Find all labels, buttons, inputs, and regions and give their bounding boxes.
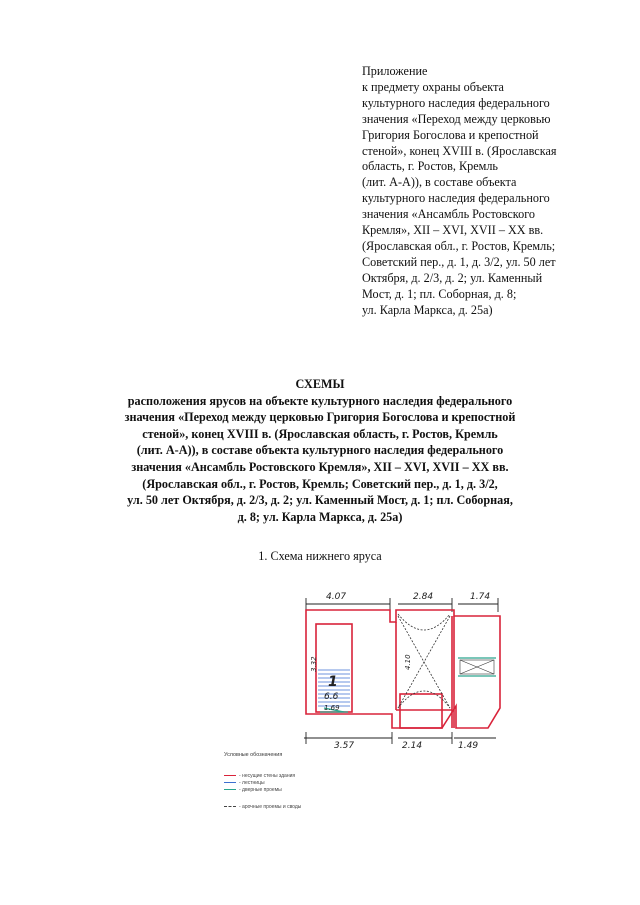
door-detail [460, 660, 494, 674]
title-heading: СХЕМЫ [295, 377, 345, 391]
stair-low: 1.69 [324, 704, 340, 712]
dimension-lines [304, 598, 498, 744]
legend-label: - несущие стены здания [239, 772, 296, 779]
title-line: ул. 50 лет Октября, д. 2/3, д. 2; ул. Каменный Мост, д. 1; пл. Соборная, [127, 493, 513, 508]
scheme-caption: 1. Схема нижнего яруса [258, 549, 382, 563]
annex-line: Октября, д. 2/3, д. 2; ул. Каменный [362, 270, 543, 285]
title-line: стеной», конец XVIII в. (Ярославская область, г. Ростов, Кремль [142, 426, 498, 441]
floor-plan [296, 586, 521, 751]
title-line: (Ярославская обл., г. Ростов, Кремль; Советский пер., д. 1, д. 3/2, [142, 476, 498, 491]
legend-swatch-walls [224, 775, 236, 776]
annex-line: Кремля», XII – XVI, XVII – XX вв. [362, 223, 544, 238]
annex-line: (лит. А-А)), в составе объекта [362, 175, 517, 190]
stair-sub: 6.6 [324, 692, 339, 702]
legend-item [224, 786, 354, 793]
title-line: значения «Ансамбль Ростовского Кремля», XII – XVI, XVII – XX вв. [131, 459, 509, 474]
title-line: д. 8; ул. Карла Маркса, д. 25а) [237, 509, 403, 524]
title-line: (лит. А-А)), в составе объекта культурного наследия федерального [136, 443, 504, 458]
annex-line: область, г. Ростов, Кремль [362, 159, 498, 174]
annex-line: Советский пер., д. 1, д. 3/2, ул. 50 лет [362, 254, 556, 269]
annex-line: культурного наследия федерального [362, 95, 550, 110]
dim-top-right: 1.74 [470, 592, 491, 602]
legend-label: - дверные проемы [239, 786, 282, 793]
legend-label: - лестницы [239, 779, 265, 786]
dim-vert-left: 3.32 [310, 656, 318, 672]
dim-top-mid: 2.84 [413, 592, 434, 602]
annex-line: Григория Богослова и крепостной [362, 127, 539, 142]
annex-line: Мост, д. 1; пл. Соборная, д. 8; [362, 286, 517, 301]
dim-bottom-mid: 2.14 [402, 741, 423, 751]
legend-title: Условные обозначения [224, 752, 283, 758]
legend-swatch-doors [224, 789, 236, 790]
title-line: расположения ярусов на объекте культурного наследия федерального [127, 393, 513, 408]
annex-line: ул. Карла Маркса, д. 25а) [362, 302, 493, 317]
legend-swatch-arches [224, 806, 236, 807]
annex-line: культурного наследия федерального [362, 191, 550, 206]
annex-block [362, 64, 622, 319]
dim-bottom-right: 1.49 [458, 741, 479, 751]
dim-vert-mid: 4.10 [404, 654, 412, 670]
dim-bottom-left: 3.57 [334, 741, 355, 751]
legend [224, 752, 354, 810]
annex-line: (Ярославская обл., г. Ростов, Кремль; [362, 238, 556, 253]
legend-item [224, 803, 354, 810]
annex-line: к предмету охраны объекта [362, 79, 504, 94]
title-line: значения «Переход между церковью Григория Богослова и крепостной [124, 410, 516, 425]
annex-line: Приложение [362, 64, 428, 78]
document-title [40, 376, 600, 525]
dim-top-left: 4.07 [326, 592, 347, 602]
legend-label: - арочные проемы и своды [239, 803, 302, 810]
legend-swatch-stairs [224, 782, 236, 783]
legend-item [224, 779, 354, 786]
stair-number: 1 [328, 674, 338, 690]
legend-item [224, 772, 354, 779]
annex-line: значения «Ансамбль Ростовского [362, 207, 535, 222]
annex-line: значения «Переход между церковью [362, 111, 551, 126]
annex-line: стеной», конец XVIII в. (Ярославская [362, 143, 557, 158]
